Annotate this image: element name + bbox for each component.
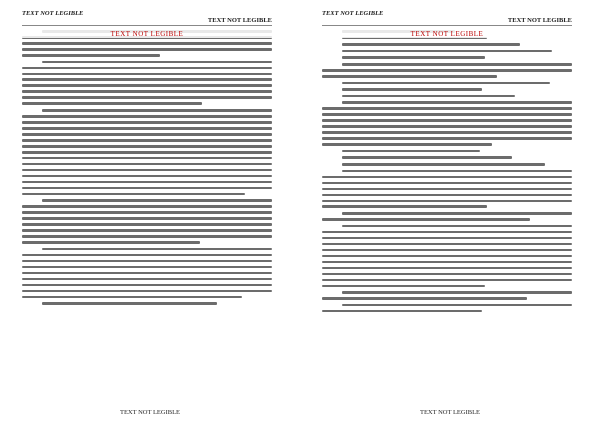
book-title: TEXT NOT LEGIBLE xyxy=(22,10,84,17)
text-line xyxy=(342,43,520,46)
text-line xyxy=(342,150,480,153)
text-line xyxy=(22,67,272,70)
text-line xyxy=(22,296,242,299)
text-line xyxy=(22,54,160,57)
text-line xyxy=(322,285,485,288)
dialogue-line xyxy=(322,95,572,98)
text-line xyxy=(22,260,272,263)
text-line xyxy=(342,304,572,307)
text-line xyxy=(22,211,272,214)
text-line xyxy=(22,223,272,226)
text-line xyxy=(22,84,272,87)
text-line xyxy=(322,249,572,252)
text-line xyxy=(322,205,487,208)
text-line xyxy=(22,115,272,118)
dialogue-line xyxy=(22,302,272,305)
text-line xyxy=(342,88,482,91)
text-line xyxy=(342,291,572,294)
text-line xyxy=(22,42,272,45)
paragraph xyxy=(22,61,272,105)
text-line xyxy=(22,127,272,130)
text-line xyxy=(22,229,272,232)
text-line xyxy=(322,267,572,270)
text-line xyxy=(42,248,272,251)
text-line xyxy=(342,225,572,228)
text-line xyxy=(22,48,272,51)
paragraph xyxy=(322,170,572,209)
book-title: TEXT NOT LEGIBLE xyxy=(322,10,384,17)
text-line xyxy=(22,193,245,196)
text-line xyxy=(22,175,272,178)
text-line xyxy=(22,217,272,220)
paragraph xyxy=(322,225,572,287)
text-line xyxy=(322,261,572,264)
text-line xyxy=(322,176,572,179)
text-line xyxy=(22,78,272,81)
text-line xyxy=(342,56,485,59)
text-line xyxy=(342,212,572,215)
dialogue-line xyxy=(322,56,572,59)
text-line xyxy=(22,163,272,166)
text-line xyxy=(42,61,272,64)
text-line xyxy=(22,290,272,293)
text-line xyxy=(22,278,272,281)
dialogue-line xyxy=(322,43,572,46)
text-line xyxy=(322,310,482,313)
text-line xyxy=(322,137,572,140)
text-line xyxy=(22,205,272,208)
text-line xyxy=(22,139,272,142)
text-line xyxy=(22,145,272,148)
dialogue-line xyxy=(322,156,572,159)
text-line xyxy=(322,218,530,221)
paragraph xyxy=(22,109,272,195)
text-line xyxy=(322,69,572,72)
text-line xyxy=(22,272,272,275)
right-page xyxy=(300,0,600,424)
text-line xyxy=(342,170,572,173)
text-line xyxy=(22,151,272,154)
text-line xyxy=(22,284,272,287)
text-line xyxy=(322,113,572,116)
illegible-notice: TEXT NOT LEGIBLE xyxy=(322,30,572,38)
author-name: TEXT NOT LEGIBLE xyxy=(207,17,272,24)
paragraph xyxy=(322,63,572,78)
text-line xyxy=(322,131,572,134)
text-line xyxy=(322,75,497,78)
text-line xyxy=(322,255,572,258)
header-rule xyxy=(22,25,272,26)
paragraph xyxy=(22,199,272,243)
dialogue-line xyxy=(322,50,572,53)
text-line xyxy=(322,243,572,246)
text-line xyxy=(22,133,272,136)
text-line xyxy=(322,188,572,191)
text-line xyxy=(42,199,272,202)
text-line xyxy=(342,101,572,104)
dialogue-line xyxy=(322,88,572,91)
text-line xyxy=(42,109,272,112)
paragraph xyxy=(322,291,572,300)
page-text xyxy=(322,30,572,402)
paragraph xyxy=(322,101,572,145)
text-line xyxy=(322,231,572,234)
page-number: TEXT NOT LEGIBLE xyxy=(119,409,181,416)
text-line xyxy=(322,297,527,300)
text-line xyxy=(22,96,272,99)
text-line xyxy=(22,254,272,257)
page-text xyxy=(22,30,272,402)
text-line xyxy=(322,200,572,203)
text-line xyxy=(322,273,572,276)
text-line xyxy=(22,73,272,76)
text-line xyxy=(342,82,550,85)
text-line xyxy=(322,107,572,110)
dialogue-line xyxy=(322,150,572,153)
dialogue-line xyxy=(322,82,572,85)
text-line xyxy=(22,241,200,244)
text-line xyxy=(22,169,272,172)
text-line xyxy=(22,181,272,184)
text-line xyxy=(22,121,272,124)
text-line xyxy=(342,95,515,98)
text-line xyxy=(322,125,572,128)
illegible-notice: TEXT NOT LEGIBLE xyxy=(22,30,272,38)
running-header xyxy=(314,10,586,30)
header-rule xyxy=(322,25,572,26)
text-line xyxy=(42,302,217,305)
text-line xyxy=(342,63,572,66)
text-line xyxy=(342,163,545,166)
text-line xyxy=(322,279,572,282)
author-name: TEXT NOT LEGIBLE xyxy=(507,17,572,24)
running-header xyxy=(14,10,286,30)
text-line xyxy=(22,266,272,269)
paragraph xyxy=(322,304,572,313)
text-line xyxy=(322,194,572,197)
text-line xyxy=(22,90,272,93)
text-line xyxy=(342,156,512,159)
paragraph xyxy=(322,212,572,221)
text-line xyxy=(322,182,572,185)
page-number: TEXT NOT LEGIBLE xyxy=(419,409,481,416)
text-line xyxy=(22,157,272,160)
paragraph xyxy=(22,248,272,298)
text-line xyxy=(322,119,572,122)
text-line xyxy=(322,237,572,240)
dialogue-line xyxy=(322,163,572,166)
text-line xyxy=(22,235,272,238)
text-line xyxy=(342,50,552,53)
text-line xyxy=(22,187,272,190)
text-line xyxy=(322,143,492,146)
text-line xyxy=(22,102,202,105)
